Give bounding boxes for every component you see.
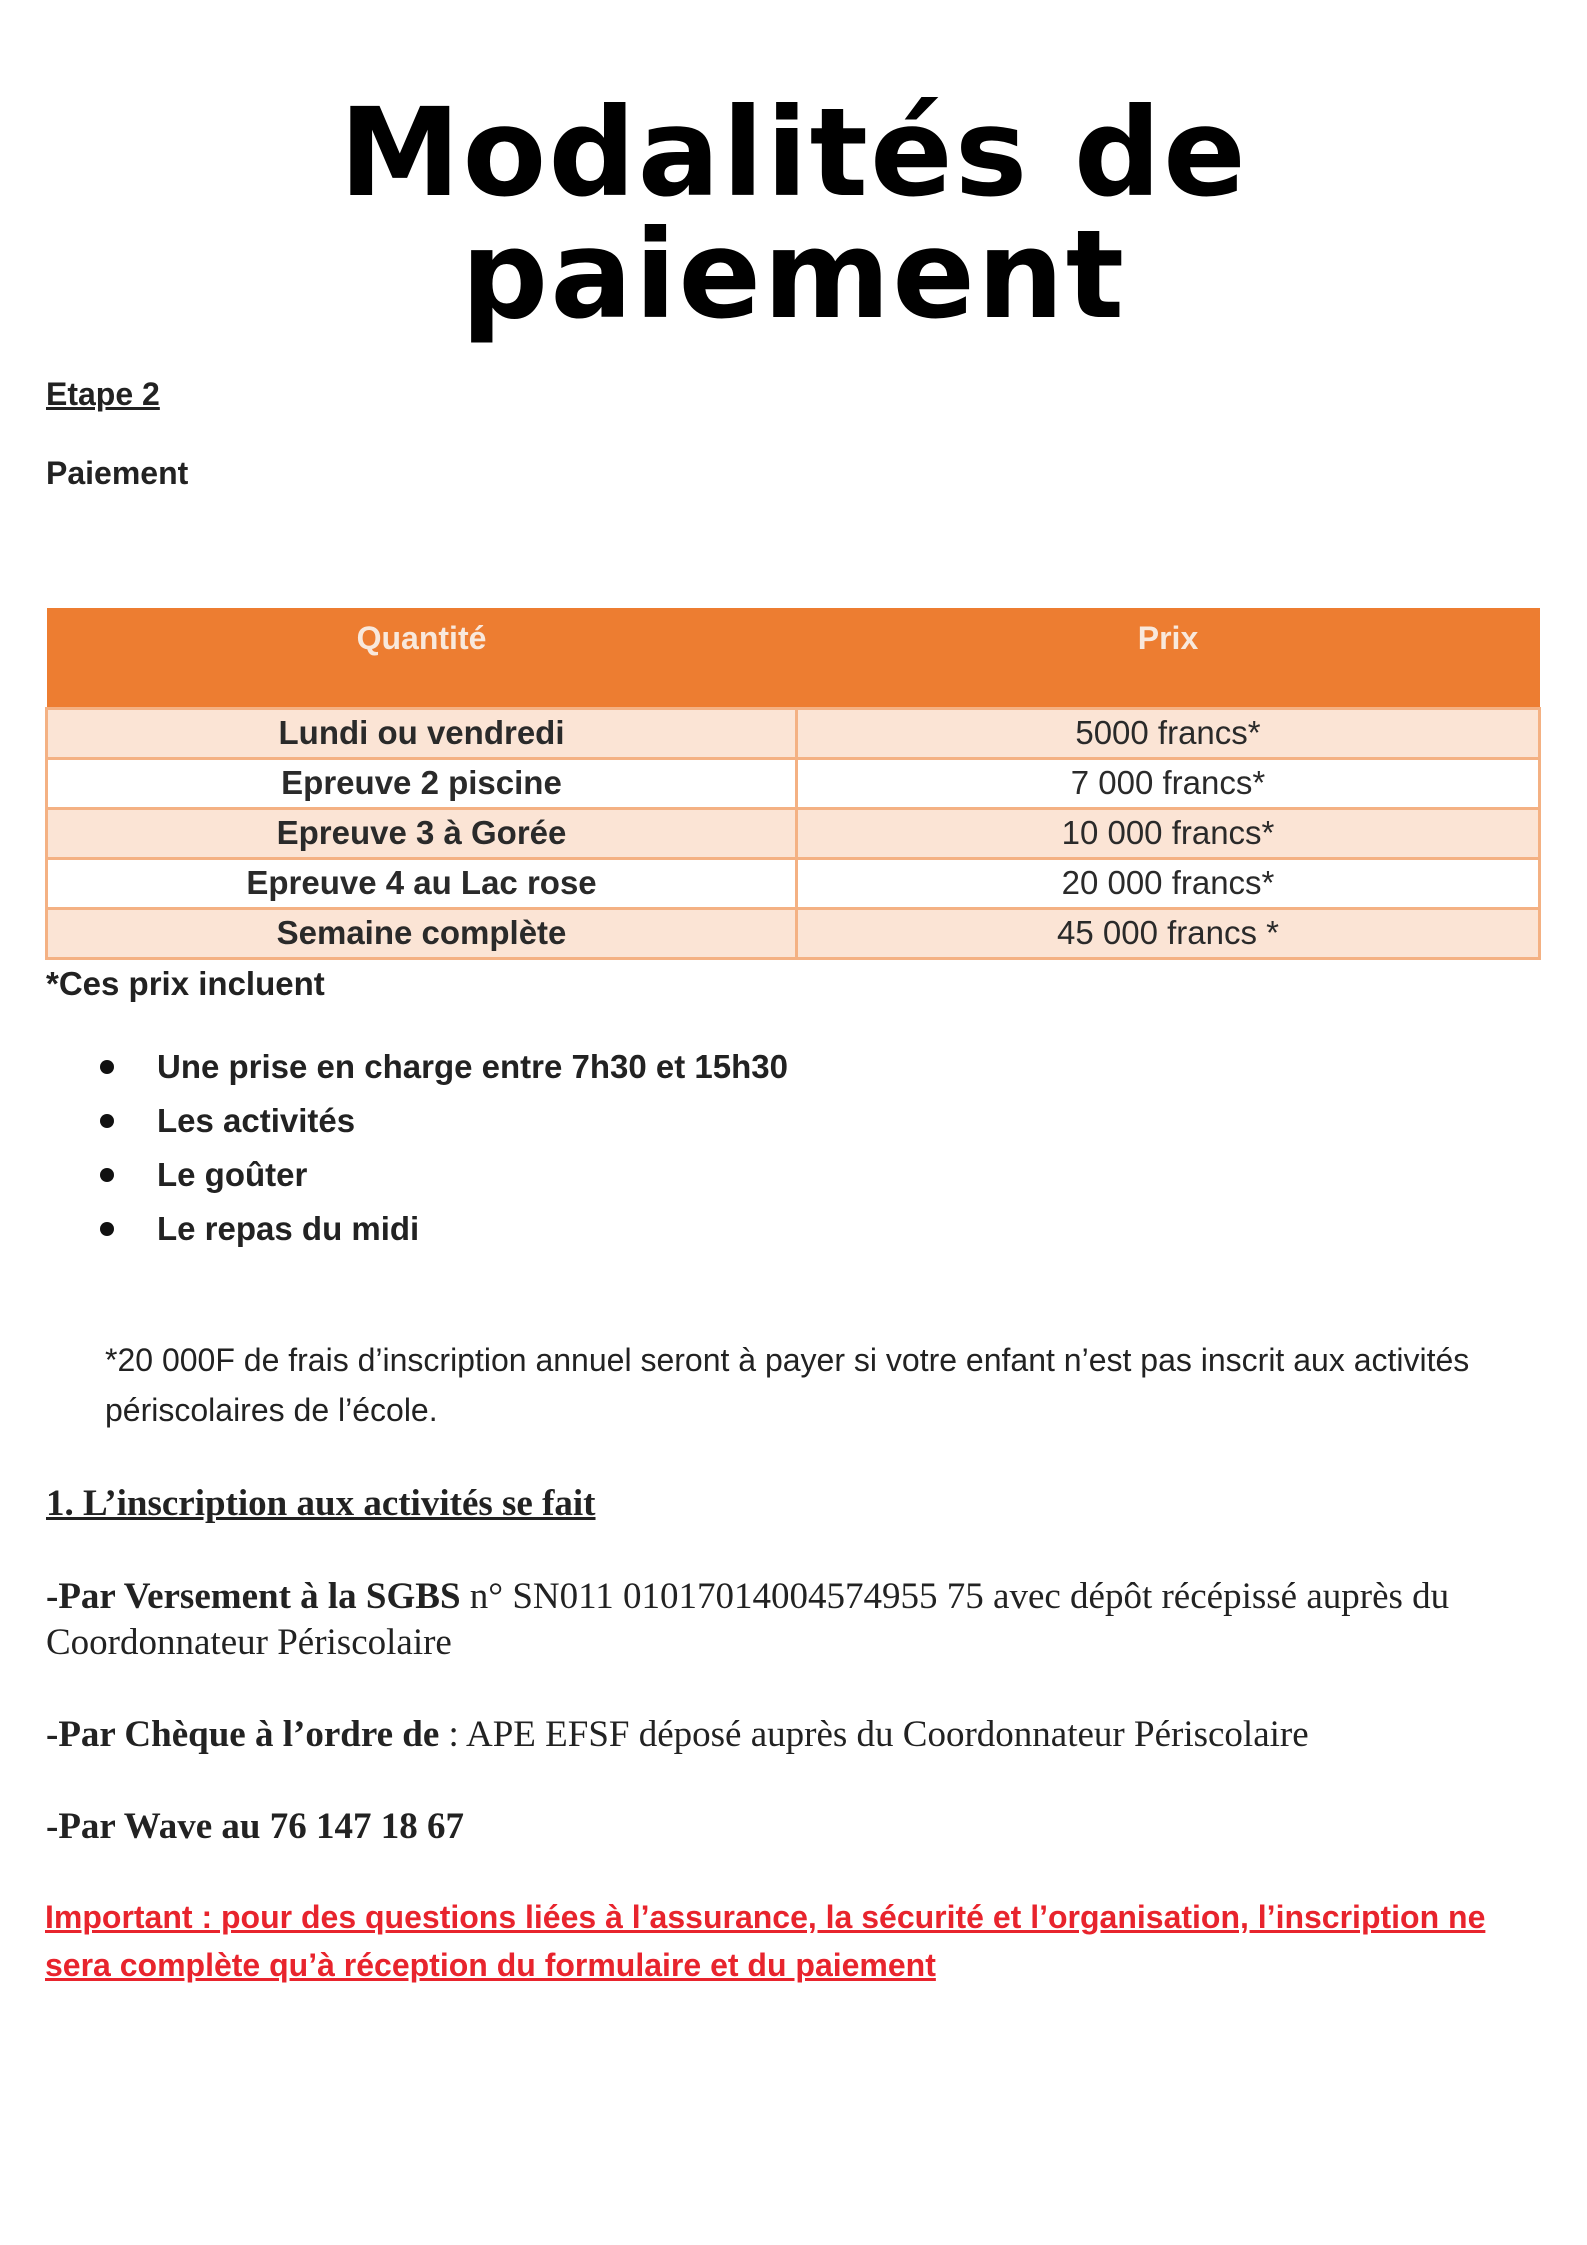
payment-method-lead: -Par Chèque à l’ordre de <box>46 1714 440 1755</box>
list-item <box>100 1040 788 1094</box>
row-label: Semaine complète <box>47 908 797 958</box>
page-title: Modalités de paiement <box>339 82 1248 346</box>
bullet-icon <box>100 1060 114 1074</box>
list-item-label: Les activités <box>157 1102 356 1139</box>
table-row <box>47 908 1540 958</box>
payment-method-wave <box>46 1804 1546 1850</box>
payment-method-cheque <box>46 1712 1546 1758</box>
important-notice: Important : pour des questions liées à l’assurance, la sécurité et l’organisation, l’inscription ne sera complète qu’à réception du formulaire et du paiement <box>45 1899 1486 1983</box>
prices-include-note: *Ces prix incluent <box>46 965 325 1002</box>
header-quantity: Quantité <box>47 608 797 708</box>
table-header-row <box>47 608 1540 708</box>
bullet-icon <box>100 1168 114 1182</box>
row-label: Lundi ou vendredi <box>47 708 797 758</box>
row-label: Epreuve 2 piscine <box>47 758 797 808</box>
payment-method-detail: n° SN011 01017014004574955 75 avec dépôt récépissé auprès du Coordonnateur Périscolaire <box>46 1576 1450 1663</box>
table-row <box>47 758 1540 808</box>
table-row <box>47 858 1540 908</box>
payment-method-lead: -Par Wave au 76 147 18 67 <box>46 1806 464 1847</box>
registration-fee-note: *20 000F de frais d’inscription annuel seront à payer si votre enfant n’est pas inscrit aux activités périscolaires de l’école. <box>105 1342 1470 1428</box>
list-item-label: Une prise en charge entre 7h30 et 15h30 <box>157 1048 788 1085</box>
list-item <box>100 1148 788 1202</box>
bullet-icon <box>100 1114 114 1128</box>
row-price: 5000 francs* <box>797 708 1540 758</box>
row-price: 45 000 francs * <box>797 908 1540 958</box>
inscription-heading: 1. L’inscription aux activités se fait <box>46 1483 596 1524</box>
section-label: Paiement <box>46 455 189 491</box>
list-item-label: Le goûter <box>157 1156 308 1193</box>
payment-method-detail: : APE EFSF déposé auprès du Coordonnateur Périscolaire <box>439 1714 1309 1755</box>
row-price: 20 000 francs* <box>797 858 1540 908</box>
includes-list <box>100 1040 788 1256</box>
list-item-label: Le repas du midi <box>157 1210 420 1247</box>
table-row <box>47 808 1540 858</box>
list-item <box>100 1094 788 1148</box>
row-price: 10 000 francs* <box>797 808 1540 858</box>
payment-method-lead: -Par Versement à la SGBS <box>46 1576 461 1617</box>
row-label: Epreuve 3 à Gorée <box>47 808 797 858</box>
payment-method-transfer <box>46 1574 1546 1666</box>
list-item <box>100 1202 788 1256</box>
table-row <box>47 708 1540 758</box>
header-price: Prix <box>797 608 1540 708</box>
bullet-icon <box>100 1222 114 1236</box>
price-table <box>45 608 1541 960</box>
row-label: Epreuve 4 au Lac rose <box>47 858 797 908</box>
row-price: 7 000 francs* <box>797 758 1540 808</box>
step-label: Etape 2 <box>46 376 160 412</box>
